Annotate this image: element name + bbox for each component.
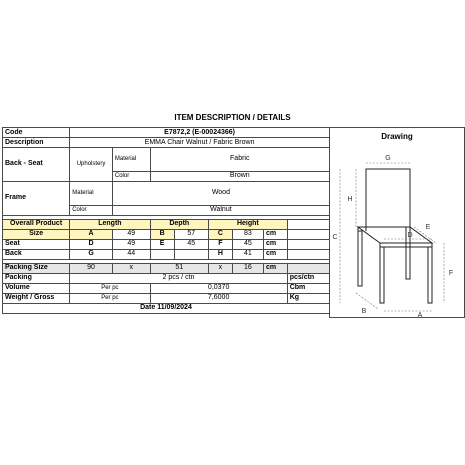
- code-value: E7872,2 (E-00024366): [70, 128, 330, 138]
- drawing-cell: [329, 128, 464, 318]
- dim-letter-d: D: [407, 232, 413, 239]
- seat-unit: cm: [263, 239, 287, 249]
- back-label: Back: [3, 249, 70, 259]
- volume-per: Per pc: [70, 283, 150, 293]
- height-header: Height: [209, 219, 288, 229]
- packing-size-length: 90: [70, 263, 113, 273]
- back-length-letter: G: [70, 249, 113, 259]
- seat-length-value: 49: [112, 239, 150, 249]
- weight-label: Weight / Gross: [3, 293, 70, 303]
- seat-height-letter: F: [209, 239, 233, 249]
- drawing-title: Drawing: [381, 132, 413, 141]
- dim-letter-f: F: [448, 270, 454, 277]
- dim-letter-h: H: [347, 196, 353, 203]
- back-seat-label: Back - Seat: [3, 148, 70, 182]
- frame-color-value: Walnut: [112, 205, 329, 215]
- overall-depth-letter: B: [150, 229, 174, 239]
- overall-height-letter: C: [209, 229, 233, 239]
- back-seat-material-label: Material: [112, 148, 150, 172]
- back-seat-color-value: Brown: [150, 171, 329, 181]
- back-seat-color-label: Color: [112, 171, 150, 181]
- size-label: Size: [3, 229, 70, 239]
- packing-value: 2 pcs / ctn: [70, 273, 287, 283]
- spec-table: [2, 127, 465, 318]
- date-value: Date 11/09/2024: [3, 303, 330, 313]
- seat-depth-letter: E: [150, 239, 174, 249]
- seat-depth-value: 45: [174, 239, 208, 249]
- description-label: Description: [3, 138, 70, 148]
- code-label: Code: [3, 128, 70, 138]
- overall-height-value: 83: [232, 229, 263, 239]
- packing-size-x2: x: [209, 263, 233, 273]
- chair-leg-front-left: [380, 247, 384, 303]
- chair-leg-back-left: [358, 231, 362, 286]
- frame-material-label: Material: [70, 181, 113, 205]
- overall-product-label: Overall Product: [3, 219, 70, 229]
- frame-label: Frame: [3, 181, 70, 215]
- overall-unit: cm: [263, 229, 287, 239]
- weight-unit: Kg: [287, 293, 329, 303]
- back-seat-material-value: Fabric: [150, 148, 329, 172]
- packing-label: Packing: [3, 273, 70, 283]
- upholstery-label: Upholstery: [70, 148, 113, 182]
- seat-label: Seat: [3, 239, 70, 249]
- back-height-letter: H: [209, 249, 233, 259]
- back-unit: cm: [263, 249, 287, 259]
- chair-drawing: [332, 147, 462, 317]
- volume-label: Volume: [3, 283, 70, 293]
- volume-unit: Cbm: [287, 283, 329, 293]
- dim-letter-a: A: [417, 312, 423, 317]
- seat-length-letter: D: [70, 239, 113, 249]
- weight-value: 7,6000: [150, 293, 287, 303]
- packing-size-x1: x: [112, 263, 150, 273]
- overall-length-value: 49: [112, 229, 150, 239]
- length-header: Length: [70, 219, 150, 229]
- seat-height-value: 45: [232, 239, 263, 249]
- back-height-value: 41: [232, 249, 263, 259]
- frame-color-label: Color: [70, 205, 113, 215]
- packing-unit: pcs/ctn: [287, 273, 329, 283]
- overall-depth-value: 57: [174, 229, 208, 239]
- back-length-value: 44: [112, 249, 150, 259]
- chair-seat: [358, 227, 432, 243]
- weight-per: Per pc: [70, 293, 150, 303]
- depth-header: Depth: [150, 219, 208, 229]
- frame-material-value: Wood: [112, 181, 329, 205]
- chair-leg-front-right: [428, 247, 432, 303]
- dim-letter-g: G: [385, 155, 391, 162]
- packing-size-label: Packing Size: [3, 263, 70, 273]
- overall-length-letter: A: [70, 229, 113, 239]
- dim-letter-b: B: [361, 308, 367, 315]
- packing-size-width: 51: [150, 263, 208, 273]
- description-value: EMMA Chair Walnut / Fabric Brown: [70, 138, 330, 148]
- chair-backrest: [366, 169, 410, 227]
- dim-letter-e: E: [425, 224, 431, 231]
- code-row: [3, 128, 465, 138]
- packing-size-unit: cm: [263, 263, 287, 273]
- packing-size-height: 16: [232, 263, 263, 273]
- dim-letter-c: C: [332, 234, 338, 241]
- document-title: ITEM DESCRIPTION / DETAILS: [174, 113, 291, 122]
- volume-value: 0,0370: [150, 283, 287, 293]
